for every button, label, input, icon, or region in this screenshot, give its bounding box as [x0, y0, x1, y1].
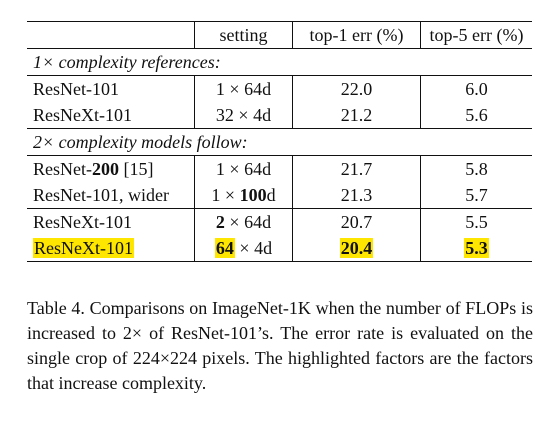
top1-error: 21.7 [293, 156, 421, 183]
table-row [27, 76, 532, 103]
header-top1: top-1 err (%) [293, 22, 421, 49]
model-citation: [15] [118, 159, 154, 179]
setting-value: 32 × 4d [195, 102, 293, 129]
top5-error: 6.0 [421, 76, 533, 103]
model-name: ResNeXt-101 [27, 209, 195, 236]
setting-width-bold: 100 [239, 185, 267, 205]
results-table [27, 21, 532, 262]
setting-suffix: × 64d [224, 212, 272, 232]
header-row [27, 22, 532, 49]
top5-error: 5.7 [421, 182, 533, 209]
top5-error: 5.8 [421, 156, 533, 183]
setting-suffix: d [266, 185, 276, 205]
table-caption: Table 4. Comparisons on ImageNet-1K when the number of FLOPs is increased to 2× of ResNet-101’s. The error rate is evaluated on the single crop of 224×224 pixels. The highlighted factors are the factors that increase complexity. [27, 298, 533, 393]
model-name: ResNet-101 [27, 76, 195, 103]
setting-value: 1 × 64d [195, 76, 293, 103]
setting-value: 1 × 64d [195, 156, 293, 183]
model-name [27, 235, 195, 262]
header-model [27, 22, 195, 49]
header-top5: top-5 err (%) [421, 22, 533, 49]
highlighted-top5-error: 5.3 [465, 238, 488, 258]
model-name: ResNeXt-101 [33, 105, 132, 125]
model-name: ResNet-101, wider [33, 185, 169, 205]
top1-error: 20.7 [293, 209, 421, 236]
model-name [27, 156, 195, 183]
top1-error [293, 235, 421, 262]
section-label-2x: 2× complexity models follow: [27, 129, 532, 156]
model-depth-bold: 200 [91, 159, 119, 179]
highlighted-cardinality: 64 [215, 238, 234, 258]
highlighted-model-name: ResNeXt-101 [34, 238, 133, 258]
setting-suffix: × 4d [234, 238, 273, 258]
header-setting: setting [195, 22, 293, 49]
top5-error: 5.6 [421, 102, 533, 129]
top5-error: 5.5 [421, 209, 533, 236]
section-row-1x [27, 49, 532, 76]
top1-error: 21.3 [293, 182, 421, 209]
setting-value [195, 182, 293, 209]
setting-prefix: 1 × [211, 185, 240, 205]
results-table-container [27, 21, 532, 262]
top1-error: 22.0 [293, 76, 421, 103]
top1-error: 21.2 [293, 102, 421, 129]
table-row [27, 156, 532, 183]
setting-value [195, 209, 293, 236]
setting-value [195, 235, 293, 262]
model-name-prefix: ResNet- [33, 159, 92, 179]
table-row [27, 102, 532, 129]
highlighted-top1-error: 20.4 [340, 238, 373, 258]
table-row [27, 209, 532, 236]
section-label-1x: 1× complexity references: [27, 49, 532, 76]
setting-cardinality-bold: 2 [215, 212, 225, 232]
table-row-highlighted [27, 235, 532, 262]
table-row [27, 182, 532, 209]
top5-error [421, 235, 533, 262]
section-row-2x [27, 129, 532, 156]
